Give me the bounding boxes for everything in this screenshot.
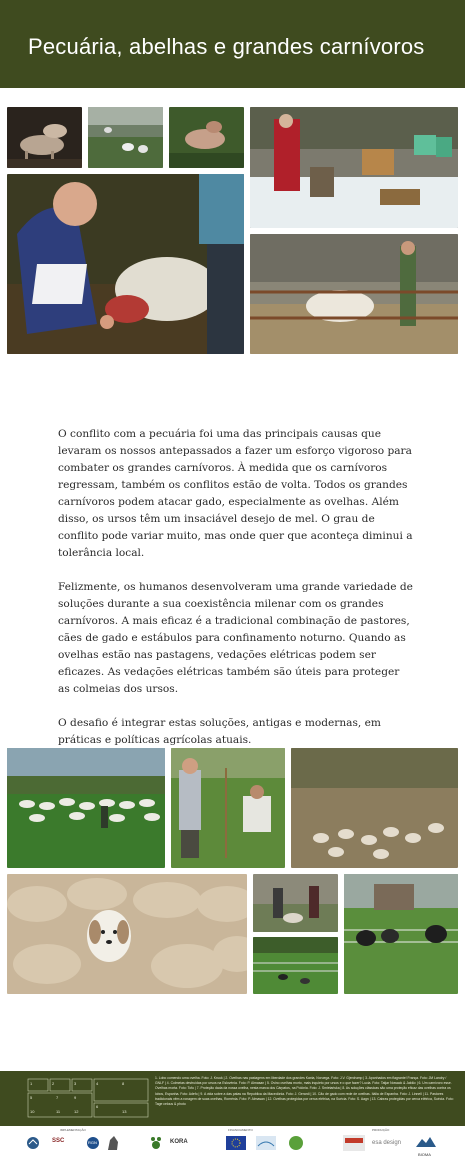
key-number: 3 bbox=[74, 1081, 77, 1086]
photo-guard-dog-among-sheep bbox=[7, 874, 247, 994]
logo-ssc: SSC bbox=[52, 1138, 65, 1144]
photo-key-grid bbox=[26, 1077, 150, 1119]
photo-sheep-hillside bbox=[291, 748, 458, 868]
logos-label-implementation: IMPLEMENTAÇÃO bbox=[60, 1128, 86, 1132]
natura-logo-icon bbox=[288, 1135, 304, 1151]
photo-credits-text: 1. Lobo comendo uma ovelha. Foto: J. Kruuk | 2. Ovelhas nas pastagens em liberdade dos grandes Kaxta, Noruega. Foto: J.V. Gjerdrump | 3. Apanhados em flagrante! França. Foto: JM Landry / GNLF | 4. Colmeias destruídas por ursos na Eslovénia. Foto: P. Almasan | 5. Ovino ovelhas morto, mais inquieto por ursos e o que fazer? Lucia. Foto: Tatjar Nowack & Jakšic | 6. Um carnívoro esse. Ovelhas morta. Foto: Tofu | 7. Proteção dada da nossa ovelha, nesta marca dos Cárpatos, na Polónia. Foto: J. Smietańska | 8. As soluções clássicas são uma proteção eficaz das ovelhas contra os lobos, Espanha. Foto: Adefo | 9. A vida sobre a das patas na Republica da Macedónia. Foto: J. Gerardi | 10. Cão de gado com rede de ovelhas. Itália de Espanha. Foto: J. Linnell | 11. Pastores tradicionais vêm a ronagem de suas ovelhas, Roménia. Foto: P. Almasan | 12. Ovelhas protegidas por cerca elétrica, na Suécia. Foto: S. Aagn | 13. Cabras protegidas por cerca elétrica, Suécia. Foto: Tage celous & photo bbox=[155, 1076, 454, 1107]
logo-rgn: RGN bbox=[88, 1140, 97, 1145]
key-number: 6 bbox=[96, 1104, 99, 1109]
photo-goats-electric-fence bbox=[344, 874, 458, 994]
photo-man-examining-sheep bbox=[7, 174, 244, 354]
key-number: 12 bbox=[74, 1109, 79, 1114]
page-title: Pecuária, abelhas e grandes carnívoros bbox=[28, 34, 425, 59]
logos-label-funding: FINANCIAMENTO bbox=[228, 1128, 253, 1132]
key-number: 7 bbox=[56, 1095, 59, 1100]
logo-bioma: BIOMA bbox=[418, 1152, 431, 1157]
body-text bbox=[58, 426, 413, 749]
paragraph-conflict: O conflito com a pecuária foi uma das principais causas que levaram os nossos antepassados a fazer um esforço vigoroso para combater os grandes carnívoros. À medida que os carnívoros regressam, também os conflitos estão de volta. Todos os grandes carnívoros podem atacar gado, especialmente as ovelhas. Além disso, os ursos têm um insaciável desejo de mel. O grau de conflito pode variar muito, mas onde quer que aconteça diminui a tolerância local. bbox=[58, 428, 413, 559]
photo-sheep-pasture bbox=[88, 107, 163, 168]
key-number: 13 bbox=[122, 1109, 127, 1114]
photo-sheep-flock-meadow bbox=[7, 748, 165, 868]
bioma-logo-icon bbox=[414, 1135, 438, 1151]
photo-caught-red-handed bbox=[169, 107, 244, 168]
paw-logo-icon bbox=[150, 1136, 162, 1150]
life-logo-icon bbox=[256, 1136, 276, 1150]
eu-flag-icon bbox=[226, 1136, 246, 1150]
key-number: 4 bbox=[96, 1081, 99, 1086]
photo-wolf-eating-sheep bbox=[7, 107, 82, 168]
logos-label-production: PRODUÇÃO bbox=[372, 1128, 390, 1132]
key-number: 11 bbox=[56, 1109, 61, 1114]
photo-shepherds-with-sheep bbox=[253, 874, 338, 932]
paragraph-challenge: O desafio é integrar estas soluções, antigas e modernas, em práticas e políticas agrícolas atuais. bbox=[58, 717, 381, 746]
paragraph-solutions: Felizmente, os humanos desenvolveram uma grande variedade de soluções durante a sua coexistência milenar com os grandes carnívoros. A mais eficaz é a tradicional combinação de pastores, cães de gado e estábulos para confinamento noturno. Quando as ovelhas estão nas pastagens, vedações elétricas podem ser eficazes. As vedações elétricas também são úteis para proteger as colmeias dos ursos. bbox=[58, 581, 413, 695]
logo-esa-design: esa design bbox=[372, 1140, 402, 1146]
header-banner bbox=[0, 0, 465, 88]
key-number: 1 bbox=[30, 1081, 33, 1086]
photo-sheep-in-fence bbox=[250, 234, 458, 354]
bear-logo-icon bbox=[106, 1134, 120, 1152]
photo-destroyed-beehives bbox=[250, 107, 458, 228]
footer-credits-bar bbox=[0, 1071, 465, 1126]
partner-logos-strip bbox=[0, 1126, 465, 1163]
key-number: 2 bbox=[52, 1081, 55, 1086]
key-number: 9 bbox=[74, 1095, 77, 1100]
photo-electric-fence-sheep bbox=[253, 937, 338, 994]
logo-kora: KORA bbox=[170, 1139, 188, 1145]
photo-men-installing-fence bbox=[171, 748, 285, 868]
key-number: 8 bbox=[122, 1081, 125, 1086]
lcie-logo-icon bbox=[26, 1136, 40, 1150]
tourism-logo-icon bbox=[343, 1135, 365, 1151]
key-number: 10 bbox=[30, 1109, 35, 1114]
key-number: 5 bbox=[30, 1095, 33, 1100]
